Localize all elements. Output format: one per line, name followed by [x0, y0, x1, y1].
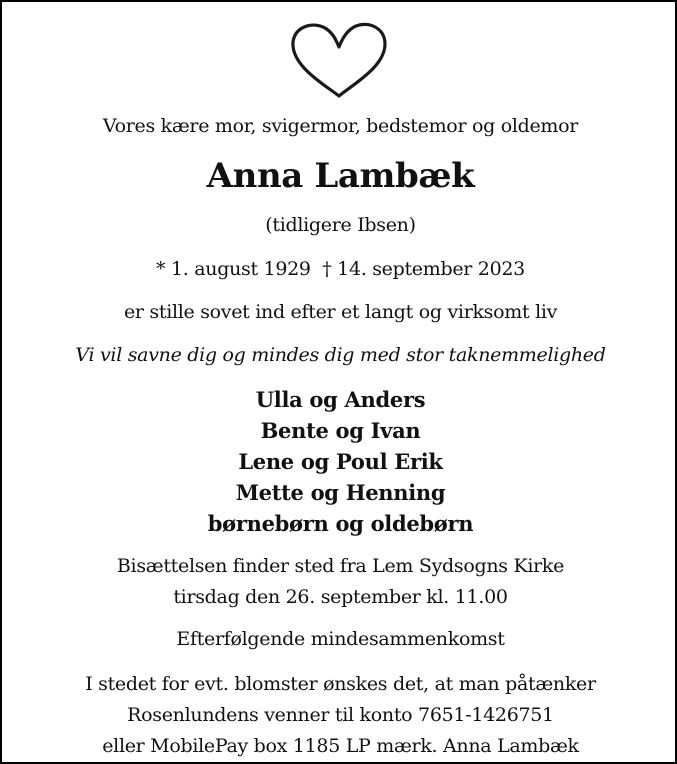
birth-date: 1. august 1929 [171, 258, 311, 280]
tribute-text: Vi vil savne dig og mindes dig med stor taknemmelighed [75, 344, 606, 366]
donation-line: eller MobilePay box 1185 LP mærk. Anna Lambæk [102, 735, 579, 757]
born-symbol: * [156, 258, 166, 280]
death-cross-icon: † [322, 258, 332, 280]
family-line: Bente og Ivan [260, 418, 421, 443]
donation-line: Rosenlundens venner til konto 7651-1426751 [127, 704, 554, 726]
life-dates [2, 258, 677, 280]
family-line: Ulla og Anders [255, 387, 426, 412]
passed-text: er stille sovet ind efter et langt og virksomt liv [123, 301, 558, 323]
deceased-name: Anna Lambæk [206, 156, 475, 196]
donation-line: I stedet for evt. blomster ønskes det, at man påtænker [85, 673, 596, 695]
family-line: Mette og Henning [235, 480, 446, 505]
funeral-place: Bisættelsen finder sted fra Lem Sydsogns Kirke [116, 555, 565, 577]
heart-icon [289, 22, 389, 100]
family-line: Lene og Poul Erik [238, 449, 443, 474]
maiden-name: (tidligere Ibsen) [265, 214, 416, 236]
death-date: 14. september 2023 [337, 258, 525, 280]
family-line: børnebørn og oldebørn [207, 511, 474, 536]
gathering-text: Efterfølgende mindesammenkomst [176, 628, 505, 650]
funeral-time: tirsdag den 26. september kl. 11.00 [173, 586, 508, 608]
intro-text: Vores kære mor, svigermor, bedstemor og oldemor [102, 115, 579, 137]
